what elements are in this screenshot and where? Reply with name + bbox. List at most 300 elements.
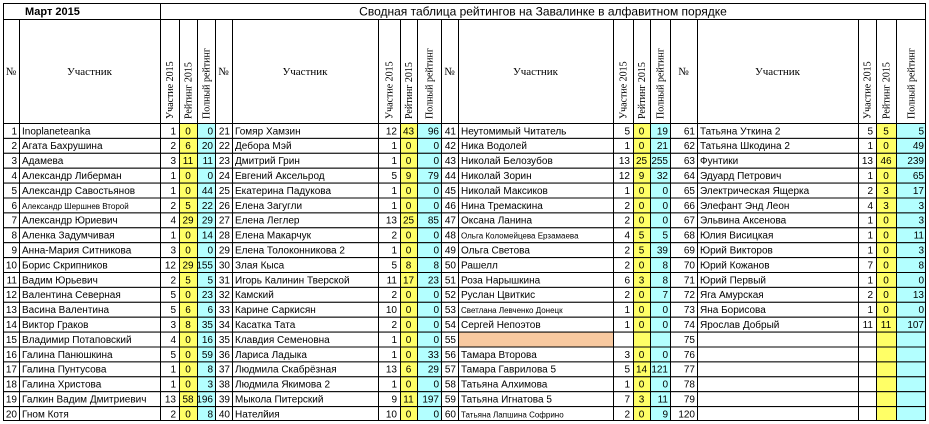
full-rating-cell bbox=[897, 407, 927, 421]
rating-value: 25 bbox=[635, 156, 648, 168]
full-rating-cell bbox=[897, 377, 927, 392]
participant-name: Татьяна Игнатова 5 bbox=[461, 394, 552, 406]
table-row bbox=[4, 138, 216, 153]
participant-name: Ника Водолей bbox=[461, 141, 527, 153]
participant-name: Ольга Коломейцева Ерзамаева bbox=[461, 231, 579, 241]
participant-name: Евгений Аксельрод bbox=[235, 171, 325, 182]
participation-value: 12 bbox=[164, 260, 176, 272]
participation-cell bbox=[859, 332, 877, 347]
full-rating-header: Полный рейтинг bbox=[424, 48, 436, 119]
table-row bbox=[442, 302, 671, 317]
table-row bbox=[442, 392, 671, 407]
table-row bbox=[671, 317, 927, 332]
participation-value: 2 bbox=[867, 290, 873, 302]
participant-name: Нателйия bbox=[235, 409, 280, 421]
row-number: 43 bbox=[444, 156, 456, 168]
full-rating-value: 0 bbox=[662, 379, 668, 391]
participant-name: Елена Макарчук bbox=[235, 230, 312, 242]
ratings-spreadsheet bbox=[3, 3, 926, 421]
rating-cell bbox=[877, 347, 897, 362]
rating-value: 0 bbox=[185, 349, 191, 361]
participation-value: 1 bbox=[867, 245, 873, 257]
num-header: № bbox=[678, 66, 689, 78]
full-rating-value: 11 bbox=[913, 230, 924, 242]
full-rating-value: 35 bbox=[201, 320, 213, 331]
participation-value: 3 bbox=[624, 349, 630, 361]
table-row bbox=[4, 377, 216, 392]
table-row bbox=[442, 153, 671, 168]
full-rating-value: 8 bbox=[433, 260, 439, 272]
participation-value: 1 bbox=[867, 305, 873, 317]
full-rating-value: 3 bbox=[918, 200, 924, 212]
rating-value: 0 bbox=[185, 290, 191, 302]
participant-name: Галина Панюшкина bbox=[22, 349, 113, 361]
rating-value: 0 bbox=[638, 320, 645, 331]
full-rating-value: 8 bbox=[662, 260, 668, 272]
participant-name: Виктор Граков bbox=[22, 320, 89, 331]
table-row bbox=[216, 153, 442, 168]
participation-value: 2 bbox=[624, 260, 630, 272]
participant-name: Аленка Задумчивая bbox=[22, 230, 115, 242]
rating-value: 17 bbox=[402, 275, 415, 287]
full-rating-value: 21 bbox=[656, 141, 668, 153]
full-rating-value: 23 bbox=[201, 290, 213, 302]
participant-name: Светлана Левченко Донецк bbox=[461, 306, 563, 316]
table-row bbox=[4, 153, 216, 168]
participation-cell bbox=[859, 407, 877, 421]
row-number: 41 bbox=[444, 126, 456, 138]
full-rating-value: 0 bbox=[207, 171, 213, 182]
participant-name: Фунтики bbox=[700, 156, 739, 168]
rating-value: 0 bbox=[405, 320, 412, 331]
participation-value: 1 bbox=[170, 230, 176, 242]
table-row bbox=[216, 243, 442, 258]
table-row bbox=[671, 213, 927, 228]
full-rating-value: 20 bbox=[201, 141, 213, 153]
participation-value: 1 bbox=[867, 230, 873, 242]
full-rating-value: 59 bbox=[201, 349, 213, 361]
participant-name: Дмитрий Грин bbox=[235, 156, 300, 168]
row-number: 8 bbox=[11, 230, 17, 242]
participant-name: Руслан Цвиткис bbox=[461, 290, 536, 302]
full-rating-value: 255 bbox=[651, 156, 668, 168]
table-row bbox=[216, 258, 442, 273]
participation-cell bbox=[859, 347, 877, 362]
table-row bbox=[442, 287, 671, 302]
full-rating-header: Полный рейтинг bbox=[201, 48, 213, 119]
participation-value: 2 bbox=[867, 185, 873, 197]
full-rating-value: 121 bbox=[651, 364, 668, 376]
participation-value: 5 bbox=[624, 126, 630, 138]
participation-value: 10 bbox=[385, 409, 397, 421]
full-rating-value: 0 bbox=[207, 126, 213, 138]
row-number: 31 bbox=[218, 275, 230, 287]
row-number: 69 bbox=[683, 245, 695, 257]
rating-value: 0 bbox=[185, 364, 191, 376]
row-number: 6 bbox=[11, 200, 17, 212]
full-rating-value: 29 bbox=[427, 364, 439, 376]
participation-value: 1 bbox=[391, 141, 397, 153]
full-rating-value: 16 bbox=[201, 334, 213, 346]
table-row bbox=[4, 228, 216, 243]
rating-value: 5 bbox=[185, 200, 191, 212]
participant-cell bbox=[698, 377, 859, 392]
full-rating-value: 0 bbox=[918, 305, 924, 317]
rating-value: 25 bbox=[402, 215, 415, 227]
row-number: 1 bbox=[11, 126, 17, 138]
table-row bbox=[216, 273, 442, 288]
full-rating-value: 0 bbox=[433, 230, 439, 242]
rating-value: 0 bbox=[405, 245, 412, 257]
rating-value: 0 bbox=[638, 200, 645, 212]
participant-name: Татьяна Алхимова bbox=[461, 379, 548, 391]
table-row bbox=[216, 332, 442, 347]
row-number: 74 bbox=[683, 320, 695, 331]
row-number: 42 bbox=[444, 141, 456, 153]
rating-value: 43 bbox=[402, 126, 415, 138]
row-number: 49 bbox=[444, 245, 456, 257]
table-row bbox=[216, 392, 442, 407]
row-number: 39 bbox=[218, 394, 230, 406]
participation-value: 7 bbox=[867, 260, 873, 272]
row-number: 11 bbox=[6, 275, 17, 287]
participation-value: 3 bbox=[170, 245, 176, 257]
participation-value: 2 bbox=[170, 409, 176, 421]
full-rating-value: 3 bbox=[207, 379, 213, 391]
participation-value: 5 bbox=[391, 260, 397, 272]
participation-value: 12 bbox=[385, 126, 397, 138]
row-number: 30 bbox=[218, 260, 230, 272]
full-rating-value: 8 bbox=[207, 409, 213, 421]
table-row bbox=[216, 124, 442, 139]
rating-value: 0 bbox=[883, 230, 889, 242]
participation-cell bbox=[379, 198, 401, 213]
participant-name: Нина Тремаскина bbox=[461, 200, 543, 212]
row-number: 4 bbox=[11, 171, 17, 182]
full-rating-value: 197 bbox=[422, 394, 439, 406]
full-rating-value: 0 bbox=[433, 290, 439, 302]
row-number: 40 bbox=[218, 409, 230, 421]
full-rating-value: 0 bbox=[433, 200, 439, 212]
row-number: 25 bbox=[218, 185, 230, 197]
participant-name: Дебора Мэй bbox=[235, 141, 292, 153]
participation-cell bbox=[859, 377, 877, 392]
participation-value: 1 bbox=[391, 200, 397, 212]
participant-header: Участник bbox=[66, 66, 113, 78]
rating-value: 11 bbox=[182, 156, 194, 168]
participation-value: 5 bbox=[170, 305, 176, 317]
row-number: 64 bbox=[683, 171, 695, 182]
participant-cell bbox=[698, 407, 859, 421]
full-rating-value: 0 bbox=[433, 320, 439, 331]
row-number: 51 bbox=[444, 275, 456, 287]
row-number: 66 bbox=[683, 200, 695, 212]
full-rating-value: 0 bbox=[433, 245, 439, 257]
row-number: 76 bbox=[683, 349, 695, 361]
rating-value: 0 bbox=[883, 305, 889, 317]
full-rating-value: 49 bbox=[912, 141, 924, 153]
participation-cell bbox=[379, 243, 401, 258]
rating-value: 0 bbox=[638, 379, 645, 391]
rating-value: 0 bbox=[405, 141, 412, 153]
participation-value: 5 bbox=[170, 349, 176, 361]
full-rating-header: Полный рейтинг bbox=[655, 48, 667, 119]
full-rating-value: 196 bbox=[196, 394, 213, 406]
table-row bbox=[4, 273, 216, 288]
participation-value: 1 bbox=[624, 141, 630, 153]
table-row bbox=[4, 198, 216, 213]
rating-value: 0 bbox=[883, 275, 889, 287]
rating-value: 0 bbox=[185, 245, 191, 257]
row-number: 70 bbox=[683, 260, 695, 272]
row-number: 71 bbox=[683, 275, 695, 287]
participant-name: Тамара Гаврилова 5 bbox=[461, 364, 557, 376]
table-row bbox=[671, 243, 927, 258]
rating-cell bbox=[634, 332, 651, 347]
participant-name: Юрий Викторов bbox=[700, 245, 773, 257]
table-row bbox=[671, 273, 927, 288]
full-rating-value: 39 bbox=[656, 245, 668, 257]
rating-value: 0 bbox=[185, 171, 191, 182]
participation-value: 1 bbox=[624, 305, 630, 317]
rating-value: 0 bbox=[405, 290, 412, 302]
table-row bbox=[671, 392, 927, 407]
rating-value: 0 bbox=[638, 126, 645, 138]
table-row bbox=[216, 213, 442, 228]
full-rating-value: 96 bbox=[427, 126, 439, 138]
rating-value: 0 bbox=[405, 409, 412, 421]
full-rating-value: 239 bbox=[907, 156, 924, 168]
participation-value: 13 bbox=[385, 364, 397, 376]
row-number: 46 bbox=[444, 200, 456, 212]
table-row bbox=[442, 332, 671, 347]
participant-name: Яна Борисова bbox=[700, 305, 766, 317]
participant-name: Злая Кыса bbox=[235, 260, 285, 272]
full-rating-value: 29 bbox=[201, 215, 213, 227]
full-rating-value: 0 bbox=[662, 349, 668, 361]
table-row bbox=[4, 243, 216, 258]
table-row bbox=[442, 198, 671, 213]
participant-name: Агата Бахрушина bbox=[22, 141, 103, 153]
table-row bbox=[4, 407, 216, 421]
participant-name: Васина Валентина bbox=[22, 305, 110, 317]
participation-value: 11 bbox=[862, 320, 873, 331]
row-number: 33 bbox=[218, 305, 230, 317]
participant-name: Рашелл bbox=[461, 260, 498, 272]
participant-name: Владимир Потаповский bbox=[22, 334, 132, 346]
participant-name: Вадим Юрьевич bbox=[22, 275, 98, 287]
rating-header: Рейтинг 2015 bbox=[404, 62, 415, 119]
full-rating-value: 0 bbox=[662, 215, 668, 227]
row-number: 67 bbox=[683, 215, 695, 227]
participation-value: 1 bbox=[624, 320, 630, 331]
full-rating-value: 8 bbox=[918, 260, 924, 272]
full-rating-value: 0 bbox=[918, 275, 924, 287]
participation-header: Участие 2015 bbox=[618, 61, 630, 119]
participation-value: 11 bbox=[386, 275, 397, 287]
row-number: 47 bbox=[444, 215, 456, 227]
full-rating-value: 32 bbox=[656, 171, 668, 182]
table-row bbox=[216, 347, 442, 362]
participation-value: 1 bbox=[867, 215, 873, 227]
participant-name: Оксана Ланина bbox=[461, 215, 533, 227]
participant-name: Татьяна Шкодина 2 bbox=[700, 141, 790, 153]
table-row bbox=[442, 213, 671, 228]
participation-value: 13 bbox=[164, 394, 176, 406]
rating-value: 0 bbox=[638, 305, 645, 317]
row-number: 19 bbox=[5, 394, 17, 406]
full-rating-value: 0 bbox=[433, 379, 439, 391]
table-row bbox=[4, 183, 216, 198]
row-number: 13 bbox=[5, 305, 17, 317]
row-number: 32 bbox=[218, 290, 230, 302]
num-header: № bbox=[218, 66, 229, 78]
full-rating-value: 7 bbox=[662, 290, 668, 302]
rating-value: 0 bbox=[185, 185, 191, 197]
row-number: 50 bbox=[444, 260, 456, 272]
table-row bbox=[671, 332, 927, 347]
participation-cell bbox=[379, 347, 401, 362]
full-rating-value: 0 bbox=[662, 305, 668, 317]
rating-value: 46 bbox=[880, 156, 892, 168]
participation-value: 2 bbox=[624, 245, 630, 257]
row-number: 10 bbox=[5, 260, 17, 272]
table-row bbox=[442, 168, 671, 183]
rating-value: 3 bbox=[638, 394, 645, 406]
full-rating-value: 0 bbox=[433, 141, 439, 153]
table-row bbox=[216, 168, 442, 183]
rating-cell bbox=[877, 407, 897, 421]
participation-value: 1 bbox=[391, 185, 397, 197]
participant-name: Николай Зорин bbox=[461, 171, 532, 182]
participant-name: Эльвина Аксенова bbox=[700, 215, 787, 227]
rating-value: 9 bbox=[405, 171, 412, 182]
participant-name: Камский bbox=[235, 290, 274, 302]
table-row bbox=[671, 198, 927, 213]
rating-value: 0 bbox=[185, 126, 191, 138]
participant-name: Людмила Якимова 2 bbox=[235, 379, 331, 391]
row-number: 35 bbox=[218, 334, 230, 346]
row-number: 120 bbox=[678, 409, 695, 421]
rating-value: 0 bbox=[883, 141, 889, 153]
rating-value: 11 bbox=[403, 394, 414, 406]
table-row bbox=[442, 407, 671, 421]
rating-value: 8 bbox=[185, 320, 191, 331]
participant-name: Александр Юриевич bbox=[22, 215, 118, 227]
rating-value: 0 bbox=[638, 215, 645, 227]
participation-value: 1 bbox=[624, 379, 630, 391]
table-row bbox=[442, 228, 671, 243]
rating-value: 0 bbox=[405, 349, 412, 361]
participant-name: Людмила Скабрёзная bbox=[235, 364, 337, 376]
table-row bbox=[4, 213, 216, 228]
full-rating-value: 22 bbox=[201, 200, 213, 212]
full-rating-value: 0 bbox=[433, 185, 439, 197]
participant-name: Елена Леглер bbox=[235, 215, 300, 227]
participant-name: Яга Амурская bbox=[700, 290, 764, 302]
rating-value: 0 bbox=[405, 185, 412, 197]
full-rating-value: 17 bbox=[912, 185, 924, 197]
participation-value: 9 bbox=[391, 394, 397, 406]
table-row bbox=[216, 377, 442, 392]
participation-value: 5 bbox=[624, 364, 630, 376]
table-row bbox=[4, 317, 216, 332]
participation-value: 5 bbox=[391, 171, 397, 182]
participant-name: Галина Христова bbox=[22, 379, 102, 391]
participation-value: 1 bbox=[170, 126, 176, 138]
participation-value: 2 bbox=[391, 230, 397, 242]
table-row bbox=[4, 168, 216, 183]
row-number: 44 bbox=[444, 171, 456, 182]
participant-name: Игорь Калинин Тверской bbox=[235, 275, 350, 287]
table-row bbox=[442, 362, 671, 377]
row-number: 52 bbox=[444, 290, 456, 302]
table-row bbox=[216, 407, 442, 421]
table-row bbox=[216, 198, 442, 213]
full-rating-value: 107 bbox=[907, 320, 924, 331]
rating-value: 0 bbox=[638, 141, 645, 153]
rating-cell bbox=[877, 377, 897, 392]
table-row bbox=[442, 377, 671, 392]
participation-value: 2 bbox=[624, 290, 630, 302]
participation-value: 4 bbox=[624, 230, 630, 242]
row-number: 78 bbox=[683, 379, 695, 391]
participation-cell bbox=[379, 332, 401, 347]
full-rating-cell bbox=[897, 362, 927, 377]
participant-name: Галина Пунтусова bbox=[22, 364, 107, 376]
participation-value: 4 bbox=[170, 215, 176, 227]
participant-name: Эдуард Петрович bbox=[700, 171, 782, 182]
participation-value: 1 bbox=[170, 185, 176, 197]
rating-value: 6 bbox=[185, 141, 191, 153]
participation-cell bbox=[379, 183, 401, 198]
full-rating-value: 85 bbox=[427, 215, 439, 227]
participant-name: Елена Толоконникова 2 bbox=[235, 245, 345, 257]
participation-cell bbox=[859, 392, 877, 407]
full-rating-header: Полный рейтинг bbox=[906, 48, 918, 119]
rating-cell bbox=[877, 392, 897, 407]
participation-value: 7 bbox=[624, 394, 630, 406]
full-rating-value: 8 bbox=[207, 364, 213, 376]
rating-value: 0 bbox=[405, 230, 412, 242]
row-number: 62 bbox=[683, 141, 695, 153]
row-number: 17 bbox=[5, 364, 17, 376]
table-title: Сводная таблица рейтингов на Завалинке в алфавитном порядке bbox=[359, 4, 727, 19]
participant-name: Касатка Тата bbox=[235, 320, 296, 331]
participant-name: Елена Загугли bbox=[235, 200, 303, 212]
table-row bbox=[671, 377, 927, 392]
participation-value: 1 bbox=[391, 245, 397, 257]
rating-value: 9 bbox=[638, 171, 645, 182]
row-number: 16 bbox=[5, 349, 17, 361]
participation-value: 6 bbox=[624, 275, 630, 287]
participation-header: Участие 2015 bbox=[384, 61, 396, 119]
rating-value: 8 bbox=[405, 260, 412, 272]
participant-name: Гном Котя bbox=[22, 409, 69, 421]
participation-value: 4 bbox=[170, 334, 176, 346]
participation-value: 13 bbox=[861, 156, 873, 168]
participation-value: 3 bbox=[170, 320, 176, 331]
table-row bbox=[442, 124, 671, 139]
rating-value: 58 bbox=[182, 394, 194, 406]
rating-value: 0 bbox=[638, 349, 645, 361]
participant-name: Неутомимый Читатель bbox=[461, 126, 567, 138]
full-rating-value: 65 bbox=[912, 171, 924, 182]
participation-value: 2 bbox=[624, 200, 630, 212]
participant-cell bbox=[459, 332, 614, 347]
row-number: 26 bbox=[218, 200, 230, 212]
participation-value: 1 bbox=[867, 171, 873, 182]
